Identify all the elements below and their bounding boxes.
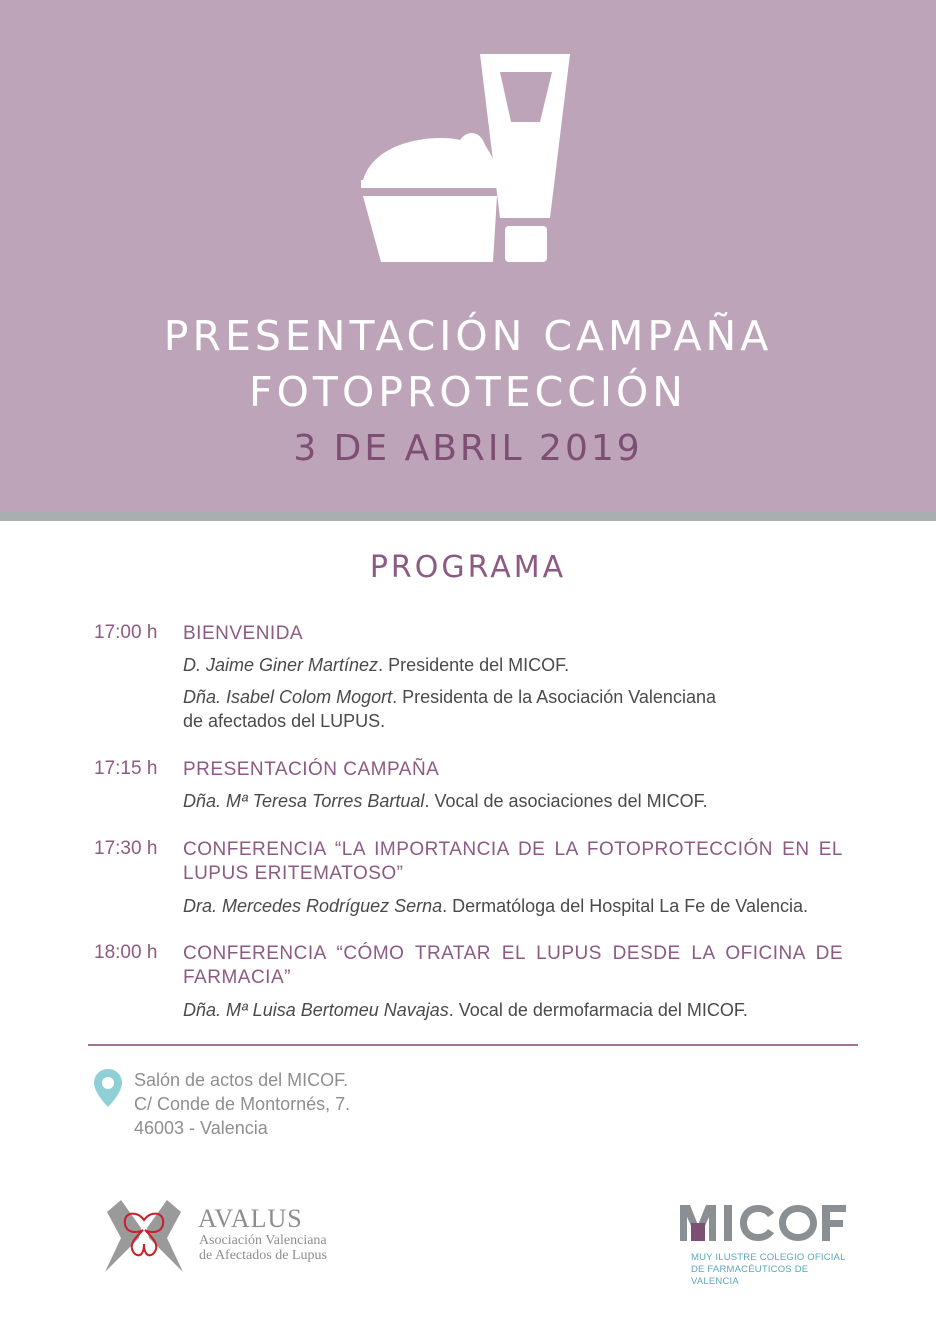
speaker-role: . Vocal de asociaciones del MICOF.	[424, 791, 708, 811]
program-title: CONFERENCIA “LA IMPORTANCIA DE LA FOTOPROTECCIÓN EN EL	[183, 839, 843, 860]
micof-subtitle-line2: DE FARMACÉUTICOS DE VALENCIA	[691, 1264, 809, 1287]
venue-street: C/ Conde de Montornés, 7.	[134, 1094, 351, 1114]
program-time: 17:15 h	[94, 758, 158, 779]
avalus-subtitle-line1: Asociación Valenciana	[199, 1233, 327, 1248]
hero-divider-stripe	[0, 512, 936, 521]
event-title-line1: PRESENTACIÓN CAMPAÑA	[163, 312, 773, 360]
program-speaker	[183, 685, 843, 709]
speaker-role: . Presidenta de la Asociación Valenciana	[392, 687, 716, 707]
speaker-name: Dña. Isabel Colom Mogort	[183, 687, 393, 707]
program-speaker	[183, 998, 843, 1022]
program-time: 17:00 h	[94, 622, 158, 643]
speaker-name: Dra. Mercedes Rodríguez Serna	[183, 896, 443, 916]
speaker-role-continued: de afectados del LUPUS.	[183, 711, 386, 731]
speaker-role: . Vocal de dermofarmacia del MICOF.	[448, 1000, 748, 1020]
section-divider	[88, 1044, 858, 1046]
speaker-name: Dña. Mª Luisa Bertomeu Navajas	[183, 1000, 449, 1020]
speaker-role: . Presidente del MICOF.	[378, 655, 570, 675]
sunscreen-cream-icon	[355, 50, 585, 270]
program-time: 17:30 h	[94, 838, 158, 859]
program-title: CONFERENCIA “CÓMO TRATAR EL LUPUS DESDE LA OFICINA DE	[183, 943, 843, 964]
program-speaker	[183, 653, 843, 677]
speaker-name: D. Jaime Giner Martínez	[183, 655, 379, 675]
avalus-name: AVALUS	[198, 1204, 303, 1233]
map-pin-icon	[93, 1068, 123, 1108]
program-speaker	[183, 789, 843, 813]
program-title: BIENVENIDA	[183, 623, 304, 644]
avalus-subtitle-line2: de Afectados de Lupus	[199, 1248, 327, 1263]
program-heading: PROGRAMA	[369, 550, 567, 585]
venue-city: 46003 - Valencia	[134, 1118, 268, 1138]
speaker-name: Dña. Mª Teresa Torres Bartual	[183, 791, 425, 811]
program-title-continued: LUPUS ERITEMATOSO”	[183, 863, 404, 884]
micof-logo	[678, 1203, 848, 1243]
program-title: PRESENTACIÓN CAMPAÑA	[183, 759, 440, 780]
program-speaker	[183, 894, 843, 918]
event-date: 3 DE ABRIL 2019	[293, 428, 643, 469]
speaker-role: . Dermatóloga del Hospital La Fe de Valencia.	[442, 896, 808, 916]
avalus-logo	[99, 1198, 189, 1274]
micof-subtitle-line1: MUY ILUSTRE COLEGIO OFICIAL	[691, 1252, 846, 1263]
program-time: 18:00 h	[94, 942, 158, 963]
venue-name: Salón de actos del MICOF.	[134, 1070, 349, 1090]
program-title-continued: FARMACIA”	[183, 967, 291, 988]
event-title-line2: FOTOPROTECCIÓN	[249, 368, 687, 416]
